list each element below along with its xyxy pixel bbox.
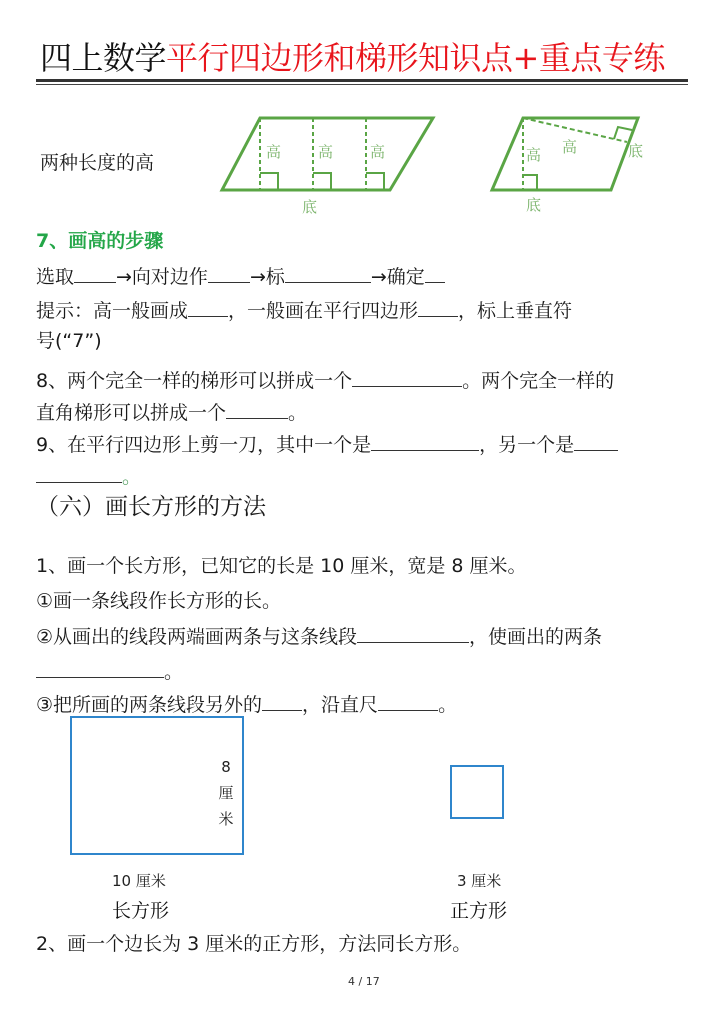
q9-line2: 。 [36,460,141,492]
parallelogram-heights-figure-2 [486,112,656,217]
rectangle-height-label: 8 厘 米 [218,758,234,828]
page-number: 4 / 17 [348,975,380,988]
blank[interactable] [36,655,164,678]
parallelogram-heights-figure-1 [218,112,440,217]
square-figure [450,765,504,819]
blank[interactable] [352,364,462,387]
two-heights-label: 两种长度的高 [40,152,155,174]
base-label: 底 [302,198,318,216]
title-underline-thick [36,79,688,82]
step-3: ③把所画的两条线段另外的 ，沿直尺 。 [36,688,457,720]
height-label: 高 [266,143,282,161]
q7-heading: 7、画高的步骤 [36,230,164,252]
title-main: 平行四边形和梯形知识点+重点专练 [166,39,665,77]
blank[interactable] [378,688,438,711]
svg-text:底: 底 [526,196,542,214]
square-name: 正方形 [450,900,508,922]
blank[interactable] [36,460,122,483]
blank[interactable] [285,260,371,283]
page-title [40,36,665,80]
blank[interactable] [262,688,302,711]
blank[interactable] [188,294,228,317]
q9-line1: 9、在平行四边形上剪一刀，其中一个是 ，另一个是 [36,428,618,460]
blank[interactable] [226,396,288,419]
square-side-label: 3 厘米 [457,872,502,890]
blank[interactable] [208,260,250,283]
section-heading: （六）画长方形的方法 [36,494,266,520]
q7-steps: 选取 →向对边作 →标 →确定 [36,260,445,292]
blank[interactable] [425,260,445,283]
step-2-cont: 。 [36,655,183,687]
svg-text:底: 底 [628,142,644,160]
svg-text:高: 高 [526,146,542,164]
blank[interactable] [371,428,479,451]
title-prefix: 四上数学 [40,39,167,77]
title-underline-thin [36,84,688,85]
q8-line1: 8、两个完全一样的梯形可以拼成一个 。两个完全一样的 [36,364,614,396]
q7-hint: 提示：高一般画成 ，一般画在平行四边形 ，标上垂直符 [36,294,572,326]
step-2: ②从画出的线段两端画两条与这条线段 ，使画出的两条 [36,620,602,652]
blank[interactable] [357,620,469,643]
q7-hint-cont: 号(“7”) [36,330,102,352]
rectangle-name: 长方形 [112,900,170,922]
blank[interactable] [574,428,618,451]
q8-line2: 直角梯形可以拼成一个 。 [36,396,307,428]
rectangle-width-label: 10 厘米 [112,872,166,890]
svg-text:高: 高 [318,143,334,161]
step-1: ①画一条线段作长方形的长。 [36,590,282,612]
problem-2: 2、画一个边长为 3 厘米的正方形，方法同长方形。 [36,933,472,955]
blank[interactable] [74,260,116,283]
svg-text:高: 高 [370,143,386,161]
svg-text:高: 高 [562,138,578,156]
problem-1: 1、画一个长方形，已知它的长是 10 厘米，宽是 8 厘米。 [36,555,527,577]
blank[interactable] [418,294,458,317]
